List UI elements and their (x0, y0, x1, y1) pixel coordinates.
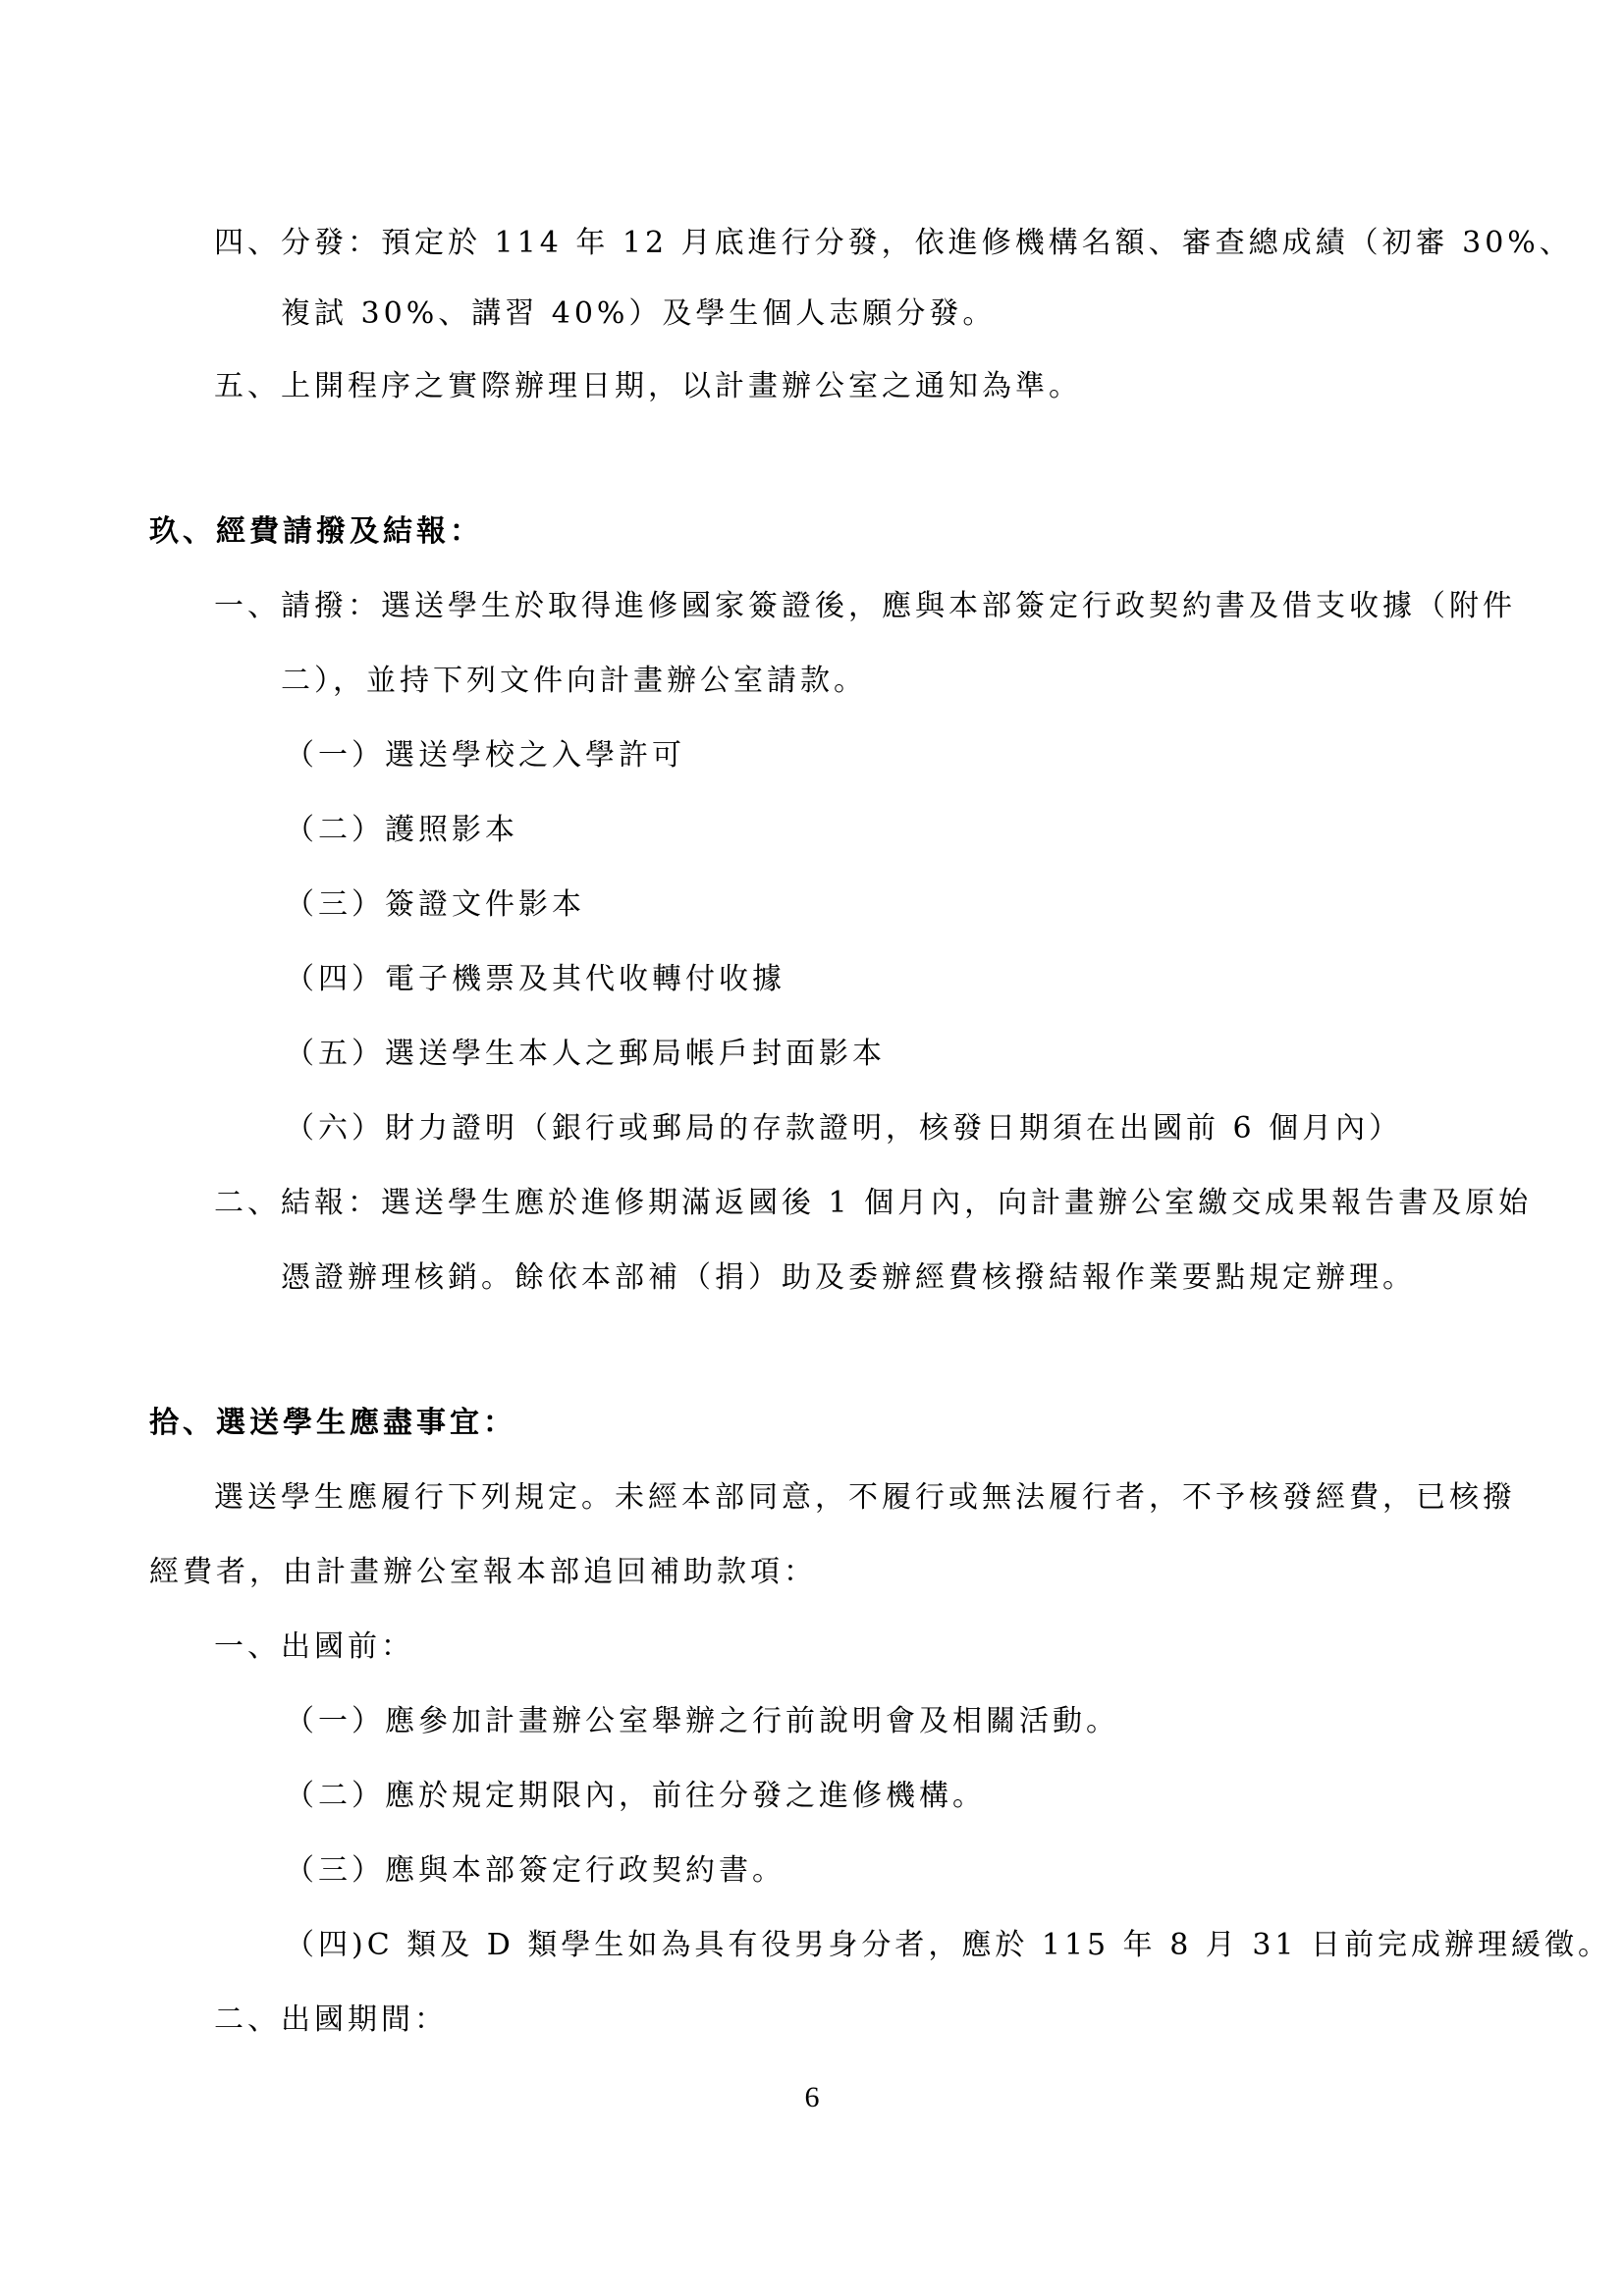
section-9-item-1-line-1: 一、請撥：選送學生於取得進修國家簽證後，應與本部簽定行政契約書及借支收據（附件 (214, 589, 1516, 623)
section-9-heading: 玖、經費請撥及結報： (149, 514, 483, 549)
section-10-intro-line-2: 經費者，由計畫辦公室報本部追回補助款項： (149, 1555, 817, 1589)
required-doc-item: （一）選送學校之入學許可 (285, 738, 685, 773)
part-1-item: （一）應參加計畫辦公室舉辦之行前說明會及相關活動。 (285, 1704, 1119, 1738)
section-9-item-2-line-1: 二、結報：選送學生應於進修期滿返國後 1 個月內，向計畫辦公室繳交成果報告書及原始 (214, 1186, 1533, 1220)
item-4-line-1: 四、分發：預定於 114 年 12 月底進行分發，依進修機構名額、審查總成績（初審 30%、 (214, 226, 1573, 260)
required-doc-item: （二）護照影本 (285, 813, 518, 847)
section-10-heading: 拾、選送學生應盡事宜： (149, 1406, 516, 1440)
part-1-title: 一、出國前： (214, 1629, 414, 1664)
required-doc-item: （三）簽證文件影本 (285, 887, 585, 922)
section-10-intro-line-1: 選送學生應履行下列規定。未經本部同意，不履行或無法履行者，不予核發經費，已核撥 (214, 1480, 1516, 1515)
item-4-line-2: 複試 30%、講習 40%）及學生個人志願分發。 (281, 296, 997, 331)
part-2-title: 二、出國期間： (214, 2002, 448, 2037)
part-1-item: （三）應與本部簽定行政契約書。 (285, 1853, 785, 1888)
item-5: 五、上開程序之實際辦理日期，以計畫辦公室之通知為準。 (214, 369, 1082, 403)
section-9-item-1-line-2: 二），並持下列文件向計畫辦公室請款。 (281, 664, 867, 698)
required-doc-item: （六）財力證明（銀行或郵局的存款證明，核發日期須在出國前 6 個月內） (285, 1111, 1403, 1146)
part-1-item: （二）應於規定期限內，前往分發之進修機構。 (285, 1779, 986, 1813)
part-1-item: （四)C 類及 D 類學生如為具有役男身分者，應於 115 年 8 月 31 日前完成辦理緩徵。 (285, 1928, 1612, 1962)
required-doc-item: （五）選送學生本人之郵局帳戶封面影本 (285, 1037, 886, 1071)
required-doc-item: （四）電子機票及其代收轉付收據 (285, 962, 785, 996)
page-number: 6 (804, 2081, 820, 2113)
section-9-item-2-line-2: 憑證辦理核銷。餘依本部補（捐）助及委辦經費核撥結報作業要點規定辦理。 (281, 1260, 1416, 1295)
